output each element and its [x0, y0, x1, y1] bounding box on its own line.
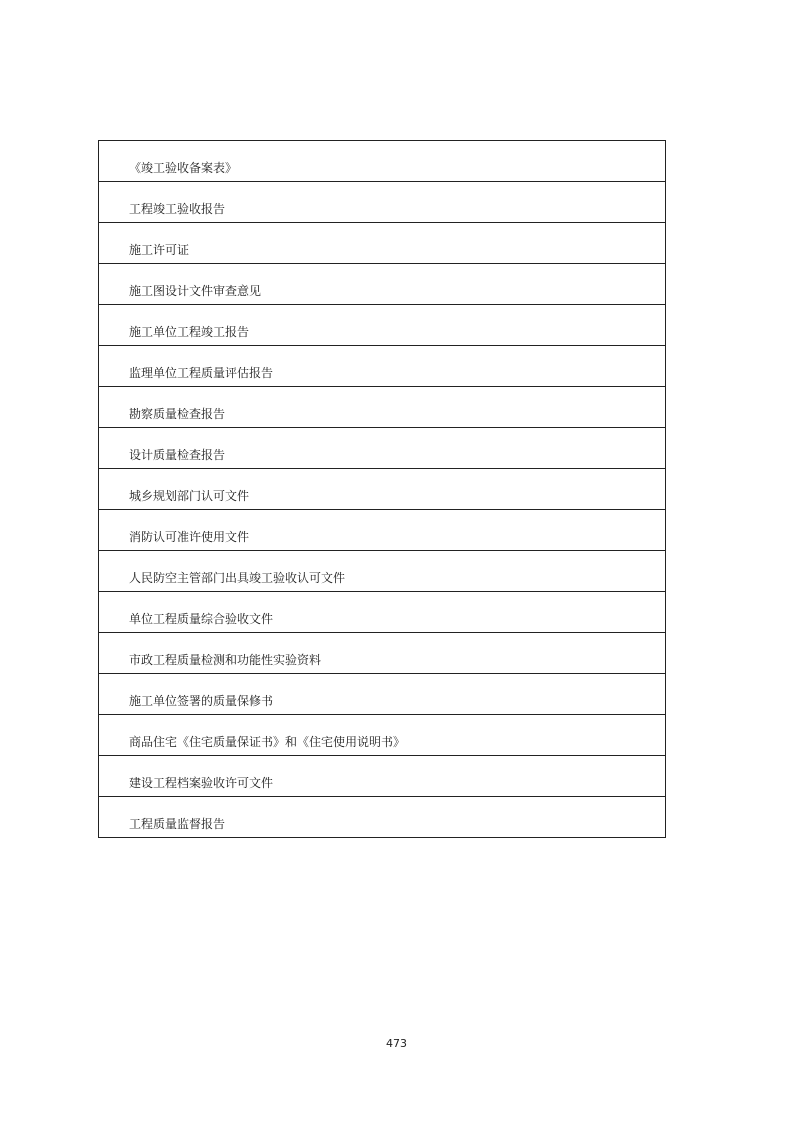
table-cell: 工程竣工验收报告	[99, 182, 666, 223]
table-cell: 设计质量检查报告	[99, 428, 666, 469]
table-cell: 施工单位签署的质量保修书	[99, 674, 666, 715]
table-row	[99, 305, 666, 346]
table-row	[99, 223, 666, 264]
table-row	[99, 633, 666, 674]
table-cell: 市政工程质量检测和功能性实验资料	[99, 633, 666, 674]
table-row	[99, 674, 666, 715]
table-cell: 施工图设计文件审查意见	[99, 264, 666, 305]
table-row	[99, 592, 666, 633]
table-cell: 人民防空主管部门出具竣工验收认可文件	[99, 551, 666, 592]
table-cell: 监理单位工程质量评估报告	[99, 346, 666, 387]
table-cell: 消防认可准许使用文件	[99, 510, 666, 551]
table-row	[99, 264, 666, 305]
table-row	[99, 182, 666, 223]
table-row	[99, 346, 666, 387]
table-cell: 施工许可证	[99, 223, 666, 264]
table-cell: 工程质量监督报告	[99, 797, 666, 838]
document-list-table	[98, 140, 666, 838]
table-row	[99, 141, 666, 182]
table-row	[99, 428, 666, 469]
table-cell: 单位工程质量综合验收文件	[99, 592, 666, 633]
table-row	[99, 715, 666, 756]
table-row	[99, 510, 666, 551]
table-cell: 建设工程档案验收许可文件	[99, 756, 666, 797]
table-cell: 《竣工验收备案表》	[99, 141, 666, 182]
table-row	[99, 551, 666, 592]
table-cell: 施工单位工程竣工报告	[99, 305, 666, 346]
table-cell: 城乡规划部门认可文件	[99, 469, 666, 510]
table-row	[99, 469, 666, 510]
table-row	[99, 756, 666, 797]
table-row	[99, 797, 666, 838]
table-cell: 商品住宅《住宅质量保证书》和《住宅使用说明书》	[99, 715, 666, 756]
page-number: 473	[386, 1037, 407, 1050]
table-row	[99, 387, 666, 428]
table-cell: 勘察质量检查报告	[99, 387, 666, 428]
